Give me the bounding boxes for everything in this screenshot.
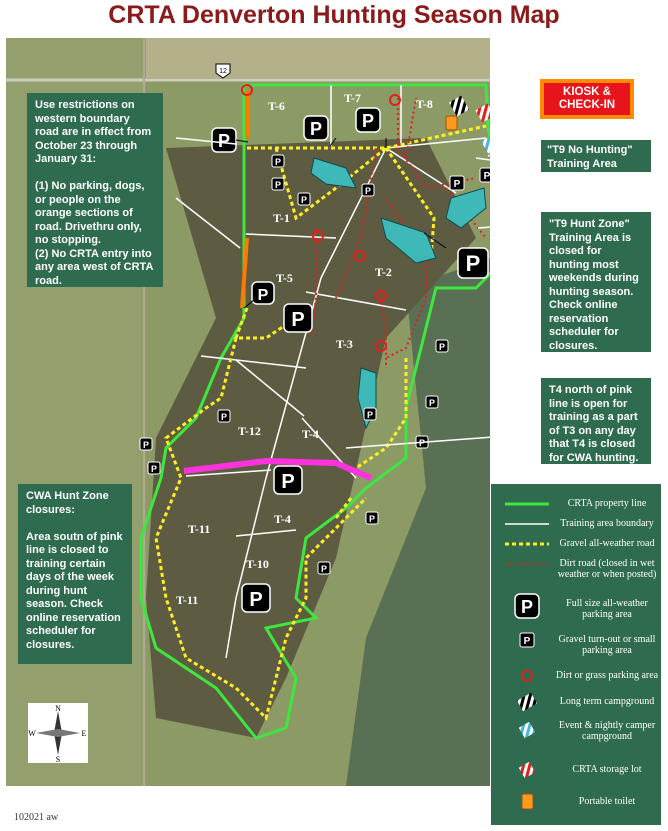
svg-text:P: P <box>300 195 308 205</box>
svg-text:P: P <box>281 471 295 493</box>
training-boundary-icon <box>503 514 551 534</box>
area-label: T-4 <box>274 512 291 526</box>
compass-needle-icon <box>36 729 80 737</box>
small-parking-icon <box>218 410 230 422</box>
small-parking-icon <box>272 178 284 190</box>
kiosk-checkin-label: KIOSK & CHECK-IN <box>540 79 634 119</box>
property-line-icon <box>503 494 551 514</box>
small-parking-icon <box>503 630 551 650</box>
area-label: T-10 <box>246 557 269 571</box>
full-parking-icon <box>242 584 270 612</box>
small-parking-icon <box>426 396 438 408</box>
portable-toilet-icon <box>503 792 551 812</box>
svg-text:P: P <box>418 438 426 448</box>
svg-text:P: P <box>453 179 461 190</box>
full-parking-icon <box>304 116 328 140</box>
svg-text:P: P <box>249 589 263 611</box>
svg-text:P: P <box>220 412 228 422</box>
svg-text:P: P <box>274 157 282 167</box>
full-parking-icon <box>252 282 274 304</box>
small-parking-icon <box>366 512 378 524</box>
area-label: T-4 <box>302 427 319 441</box>
long-term-camp-icon <box>503 692 551 712</box>
small-parking-icon <box>298 193 310 205</box>
full-parking-icon <box>212 128 236 152</box>
compass-rose <box>28 703 88 763</box>
area-label: T-3 <box>336 337 353 351</box>
small-parking-icon <box>436 340 448 352</box>
svg-text:P: P <box>368 514 376 524</box>
t4-north-note: T4 north of pink line is open for training as a part of T3 on any day that T4 is closed for CWA hunting. <box>541 378 651 464</box>
svg-text:P: P <box>142 440 150 450</box>
event-camp-icon <box>503 720 551 740</box>
area-label: T-12 <box>238 424 261 438</box>
area-label: T-11 <box>176 593 199 607</box>
svg-text:E: E <box>81 729 87 738</box>
full-parking-icon <box>356 108 380 132</box>
area-label: T-5 <box>276 271 293 285</box>
full-parking-icon <box>284 304 312 332</box>
storage-lot-icon <box>503 760 551 780</box>
cwa-closures-note: CWA Hunt Zone closures: Area soutn of pink line is closed to training certain days of the week during hunt season. Check online reservation scheduler for closures. <box>18 484 132 664</box>
svg-text:P: P <box>291 309 305 331</box>
area-label: T-1 <box>273 211 290 225</box>
svg-text:W: W <box>28 729 36 738</box>
area-label: T-6 <box>268 99 285 113</box>
dirt-road-icon <box>503 556 551 576</box>
svg-text:P: P <box>257 287 269 304</box>
small-parking-icon <box>362 184 374 196</box>
small-parking-icon <box>450 176 464 190</box>
small-parking-icon <box>148 462 160 474</box>
svg-text:P: P <box>520 597 534 617</box>
full-parking-icon <box>503 592 551 622</box>
svg-text:P: P <box>483 171 490 182</box>
map-title: CRTA Denverton Hunting Season Map <box>108 1 560 29</box>
svg-text:P: P <box>361 111 375 131</box>
small-parking-icon <box>318 562 330 574</box>
svg-text:P: P <box>274 180 282 190</box>
gravel-road-icon <box>503 534 551 554</box>
svg-text:P: P <box>217 131 231 151</box>
terrain-fields-north <box>146 38 490 78</box>
svg-text:P: P <box>364 186 372 196</box>
portable-toilet <box>446 116 457 130</box>
area-label: T-11 <box>188 522 211 536</box>
svg-text:N: N <box>55 704 61 713</box>
svg-text:P: P <box>428 398 436 408</box>
svg-text:P: P <box>438 342 446 352</box>
small-parking-icon <box>272 155 284 167</box>
area-label: T-2 <box>375 265 392 279</box>
full-parking-icon <box>458 248 488 278</box>
small-parking-icon <box>480 168 490 182</box>
svg-text:P: P <box>309 119 323 139</box>
svg-text:P: P <box>523 636 531 647</box>
svg-text:P: P <box>366 410 374 420</box>
svg-text:P: P <box>150 464 158 474</box>
t9-no-hunting-note: "T9 No Hunting" Training Area <box>541 140 651 172</box>
svg-text:S: S <box>55 755 61 763</box>
svg-text:P: P <box>465 251 481 276</box>
small-parking-icon <box>140 438 152 450</box>
legend-panel: CRTA property line Training area boundary Gravel all-weather road Dirt road (closed in wet weather or when posted) P Full size all-weather parking area P Gravel turn-out or small parking area Dirt or grass parking area Long term campground Event & nightly camper campground CRTA storage lot Portable toilet <box>491 484 661 825</box>
small-parking-icon <box>364 408 376 420</box>
t9-hunt-zone-note: "T9 Hunt Zone" Training Area is closed for hunting most weekends during hunting season. Check online reservation scheduler for closures. <box>541 212 651 352</box>
dirt-parking-icon <box>503 666 551 686</box>
area-label: T-8 <box>416 97 433 111</box>
full-parking-icon <box>274 466 302 494</box>
west-road-note: Use restrictions on western boundary road are in effect from October 23 through January 31: (1) No parking, dogs, or people on the orange sections of road. Drivethru only, no stopping. (2) No CRTA entry into any area west of CRTA road. <box>27 93 163 287</box>
area-label: T-7 <box>344 91 361 105</box>
svg-text:P: P <box>320 564 328 574</box>
footer-code: 102021 aw <box>14 812 59 823</box>
svg-text:12: 12 <box>219 68 227 75</box>
